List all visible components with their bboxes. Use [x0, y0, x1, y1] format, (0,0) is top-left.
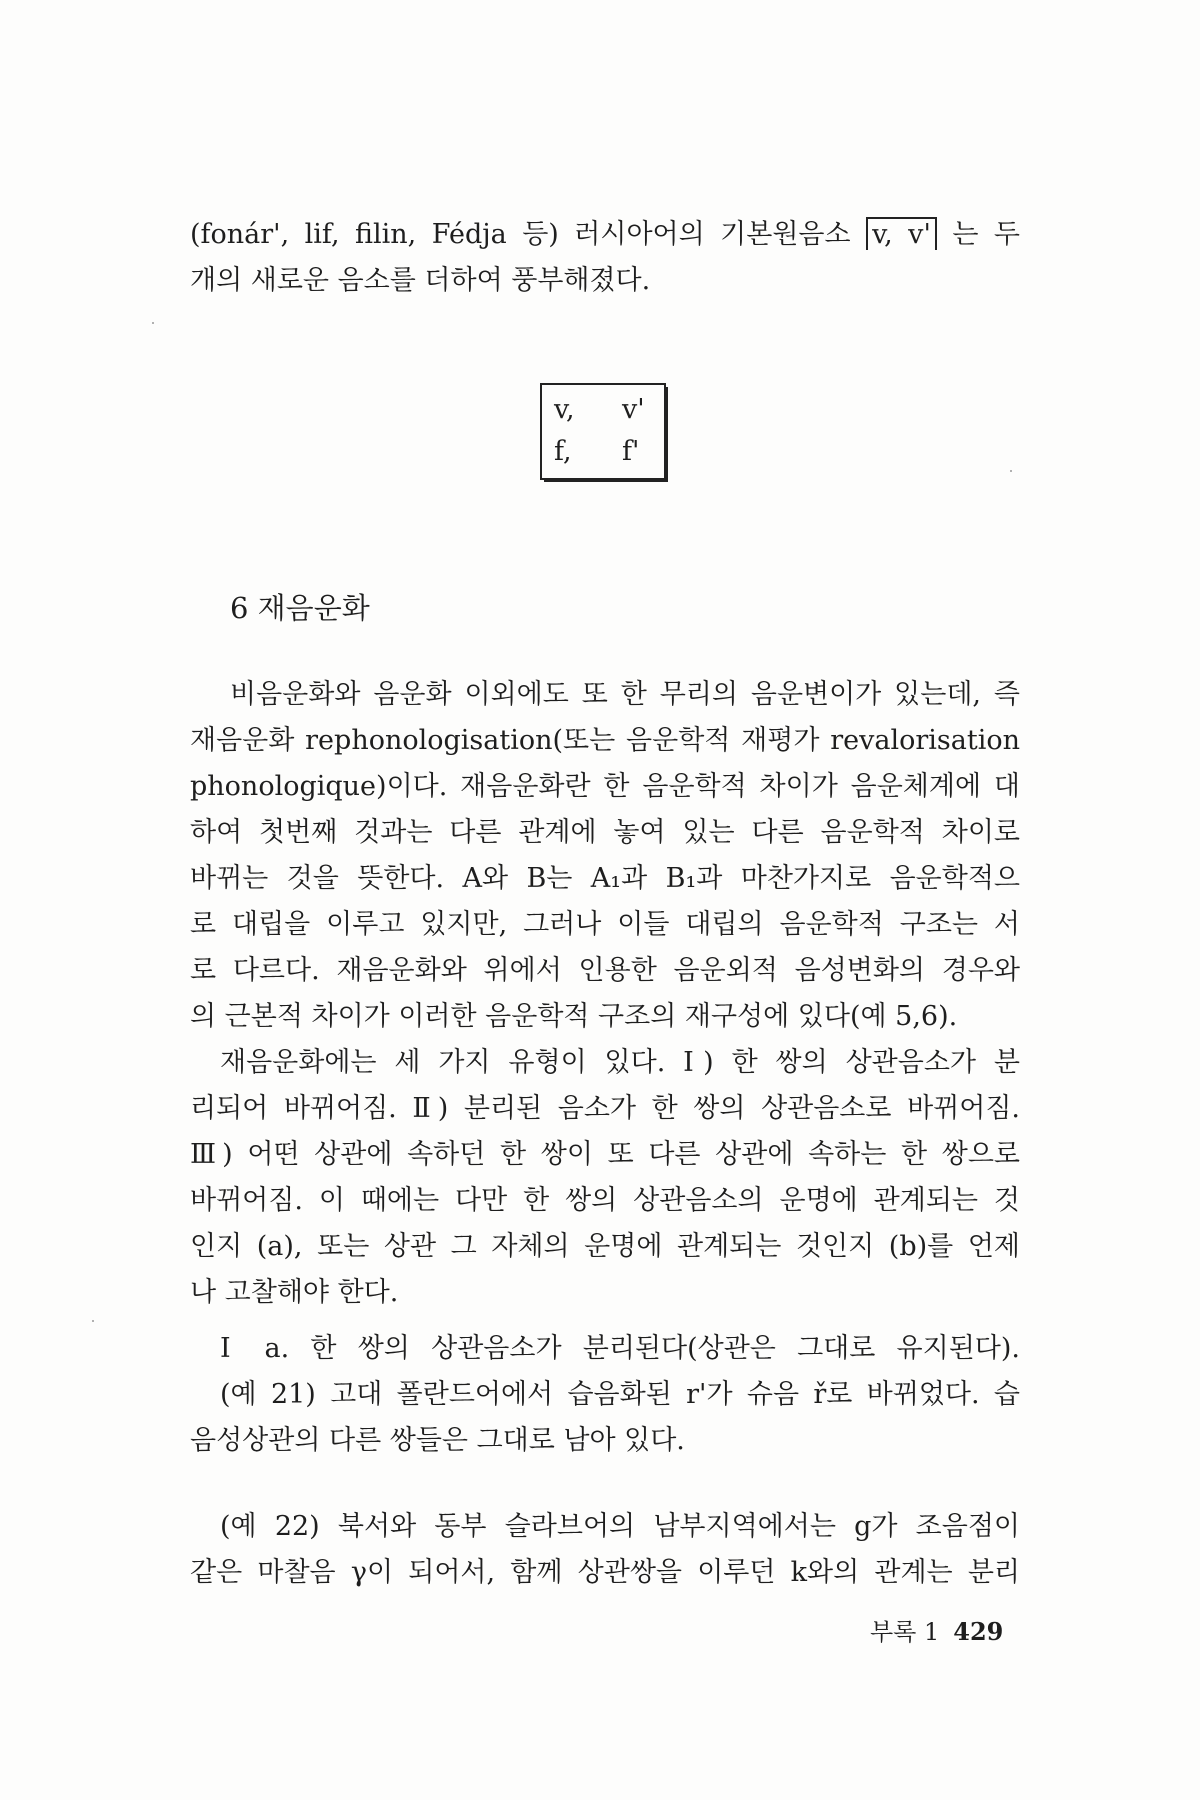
- paragraph-intro: [190, 212, 1020, 304]
- page-footer: [870, 1617, 1003, 1647]
- text-line: phonologique)이다. 재음운화란 한 음운학적 차이가 음운체계에 대: [190, 771, 1020, 802]
- text-line: 하여 첫번째 것과는 다른 관계에 놓여 있는 다른 음운학적 차이로: [190, 817, 1020, 848]
- appendix-label: 부록 1: [870, 1618, 940, 1646]
- text-line: (예 21) 고대 폴란드어에서 습음화된 r'가 슈음 ř로 바뀌었다. 습: [220, 1379, 1020, 1410]
- text-line: 같은 마찰음 γ이 되어서, 함께 상관쌍을 이루던 k와의 관계는 분리: [190, 1557, 1020, 1588]
- text-line: 재음운화 rephonologisation(또는 음운학적 재평가 revalorisation: [190, 725, 1020, 756]
- paragraph-rephonologisation: [190, 672, 1020, 1040]
- text-line: Ⅲ) 어떤 상관에 속하던 한 쌍이 또 다른 상관에 속하는 한 쌍으로: [190, 1139, 1020, 1170]
- text-segment: 는 두: [936, 219, 1020, 250]
- boxed-phonemes: v, v': [866, 217, 937, 250]
- phoneme-cell: v,: [554, 394, 575, 425]
- text-line: 개의 새로운 음소를 더하여 풍부해졌다.: [190, 265, 651, 296]
- phoneme-box: [540, 383, 666, 480]
- page-number: 429: [953, 1617, 1004, 1646]
- phoneme-cell: f,: [554, 436, 572, 467]
- scan-speck: [92, 1320, 94, 1322]
- text-line: 나 고찰해야 한다.: [190, 1277, 399, 1308]
- text-line: 바뀌는 것을 뜻한다. A와 B는 A₁과 B₁과 마찬가지로 음운학적으: [190, 863, 1020, 894]
- text-line: 인지 (a), 또는 상관 그 자체의 운명에 관계되는 것인지 (b)를 언제: [190, 1231, 1020, 1262]
- text-line: 의 근본적 차이가 이러한 음운학적 구조의 재구성에 있다(예 5,6).: [190, 1001, 958, 1032]
- scan-speck: [152, 322, 154, 324]
- text-line: 재음운화에는 세 가지 유형이 있다. Ⅰ) 한 쌍의 상관음소가 분: [220, 1047, 1020, 1078]
- text-line: (예 22) 북서와 동부 슬라브어의 남부지역에서는 g가 조음점이: [220, 1511, 1020, 1542]
- text-segment: (fonár', lif, filin, Fédja 등) 러시아어의 기본원음소: [190, 219, 867, 250]
- text-line: 로 대립을 이루고 있지만, 그러나 이들 대립의 음운학적 구조는 서: [190, 909, 1020, 940]
- text-line: 음성상관의 다른 쌍들은 그대로 남아 있다.: [190, 1425, 685, 1456]
- paragraph-example-22: [190, 1504, 1020, 1596]
- phoneme-cell: f': [622, 436, 640, 467]
- section-heading: 6 재음운화: [230, 591, 370, 625]
- text-line: 로 다르다. 재음운화와 위에서 인용한 음운외적 음성변화의 경우와: [190, 955, 1020, 986]
- text-line: [190, 212, 1020, 258]
- scan-speck: [1010, 470, 1012, 472]
- phoneme-cell: v': [622, 394, 645, 425]
- text-line: 리되어 바뀌어짐. Ⅱ) 분리된 음소가 한 쌍의 상관음소로 바뀌어짐.: [190, 1093, 1020, 1124]
- paragraph-types: [190, 1040, 1020, 1316]
- text-line: 바뀌어짐. 이 때에는 다만 한 쌍의 상관음소의 운명에 관계되는 것: [190, 1185, 1020, 1216]
- text-line: 비음운화와 음운화 이외에도 또 한 무리의 음운변이가 있는데, 즉: [230, 679, 1020, 710]
- text-line: Ⅰ a. 한 쌍의 상관음소가 분리된다(상관은 그대로 유지된다).: [220, 1333, 1020, 1364]
- paragraph-type-1a: [190, 1326, 1020, 1464]
